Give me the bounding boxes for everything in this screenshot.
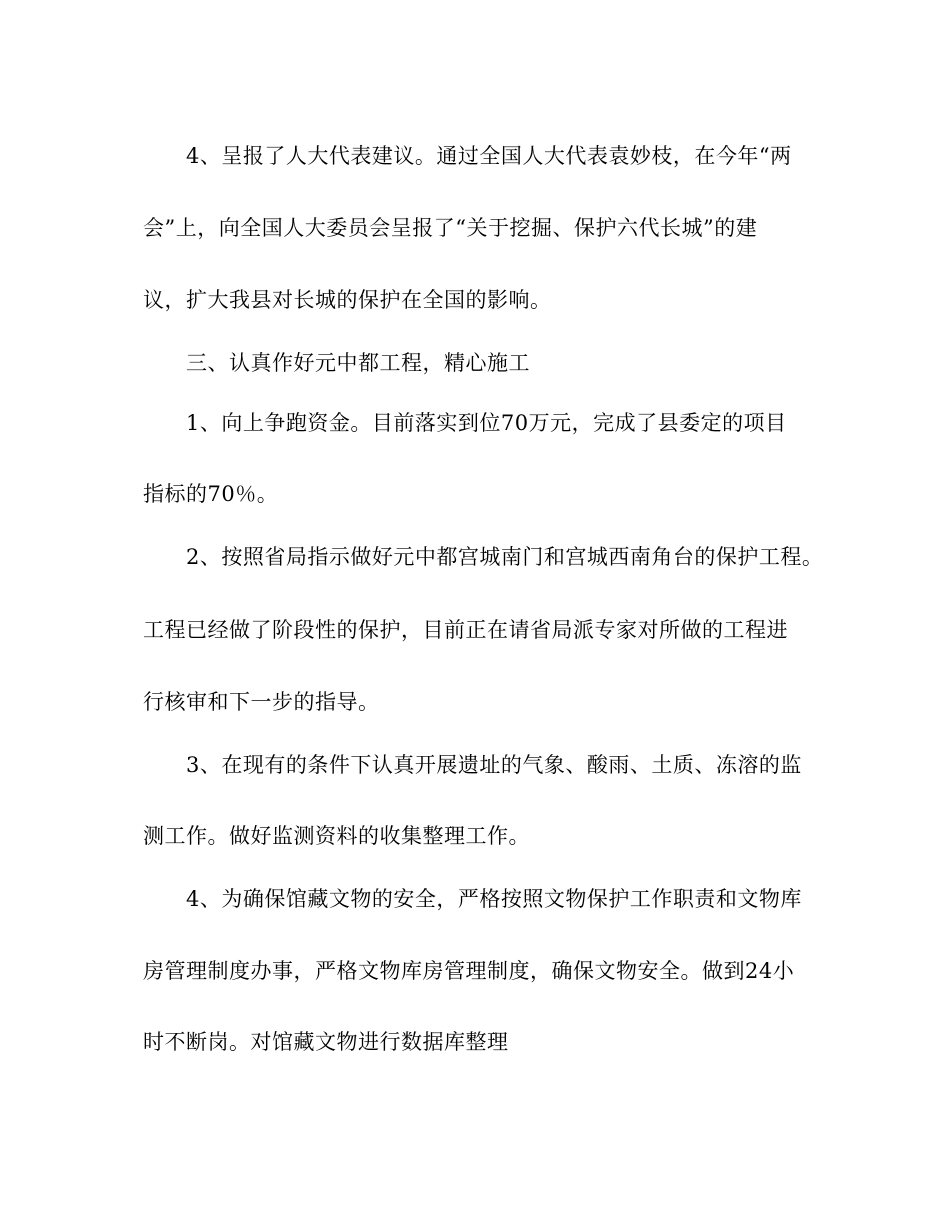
paragraph-1-funding-line-1: 1、向上争跑资金。目前落实到位70万元，完成了县委定的项目: [186, 411, 787, 435]
paragraph-4-safety-line-1: 4、为确保馆藏文物的安全，严格按照文物保护工作职责和文物库: [186, 887, 802, 911]
paragraph-4-delegate-line-1: 4、呈报了人大代表建议。通过全国人大代表袁妙枝，在今年“两: [186, 144, 792, 168]
paragraph-4-safety-line-2: 房管理制度办事，严格文物库房管理制度，确保文物安全。做到24小: [143, 959, 795, 983]
paragraph-3-monitoring-line-1: 3、在现有的条件下认真开展遗址的气象、酸雨、土质、冻溶的监: [186, 753, 802, 777]
paragraph-4-delegate-line-2: 会”上，向全国人大委员会呈报了“关于挖掘、保护六代长城”的建: [143, 216, 758, 240]
paragraph-4-delegate-line-3: 议，扩大我县对长城的保护在全国的影响。: [143, 288, 552, 312]
paragraph-1-funding-line-2: 指标的70％。: [143, 482, 279, 506]
paragraph-2-protection-line-3: 行核审和下一步的指导。: [143, 690, 380, 714]
paragraph-2-protection-line-2: 工程已经做了阶段性的保护，目前正在请省局派专家对所做的工程进: [143, 618, 788, 642]
section-heading-3: 三、认真作好元中都工程，精心施工: [186, 351, 530, 375]
paragraph-3-monitoring-line-2: 测工作。做好监测资料的收集整理工作。: [143, 824, 530, 848]
paragraph-2-protection-line-1: 2、按照省局指示做好元中都宫城南门和宫城西南角台的保护工程。: [186, 545, 824, 569]
paragraph-4-safety-line-3: 时不断岗。对馆藏文物进行数据库整理: [143, 1030, 509, 1054]
